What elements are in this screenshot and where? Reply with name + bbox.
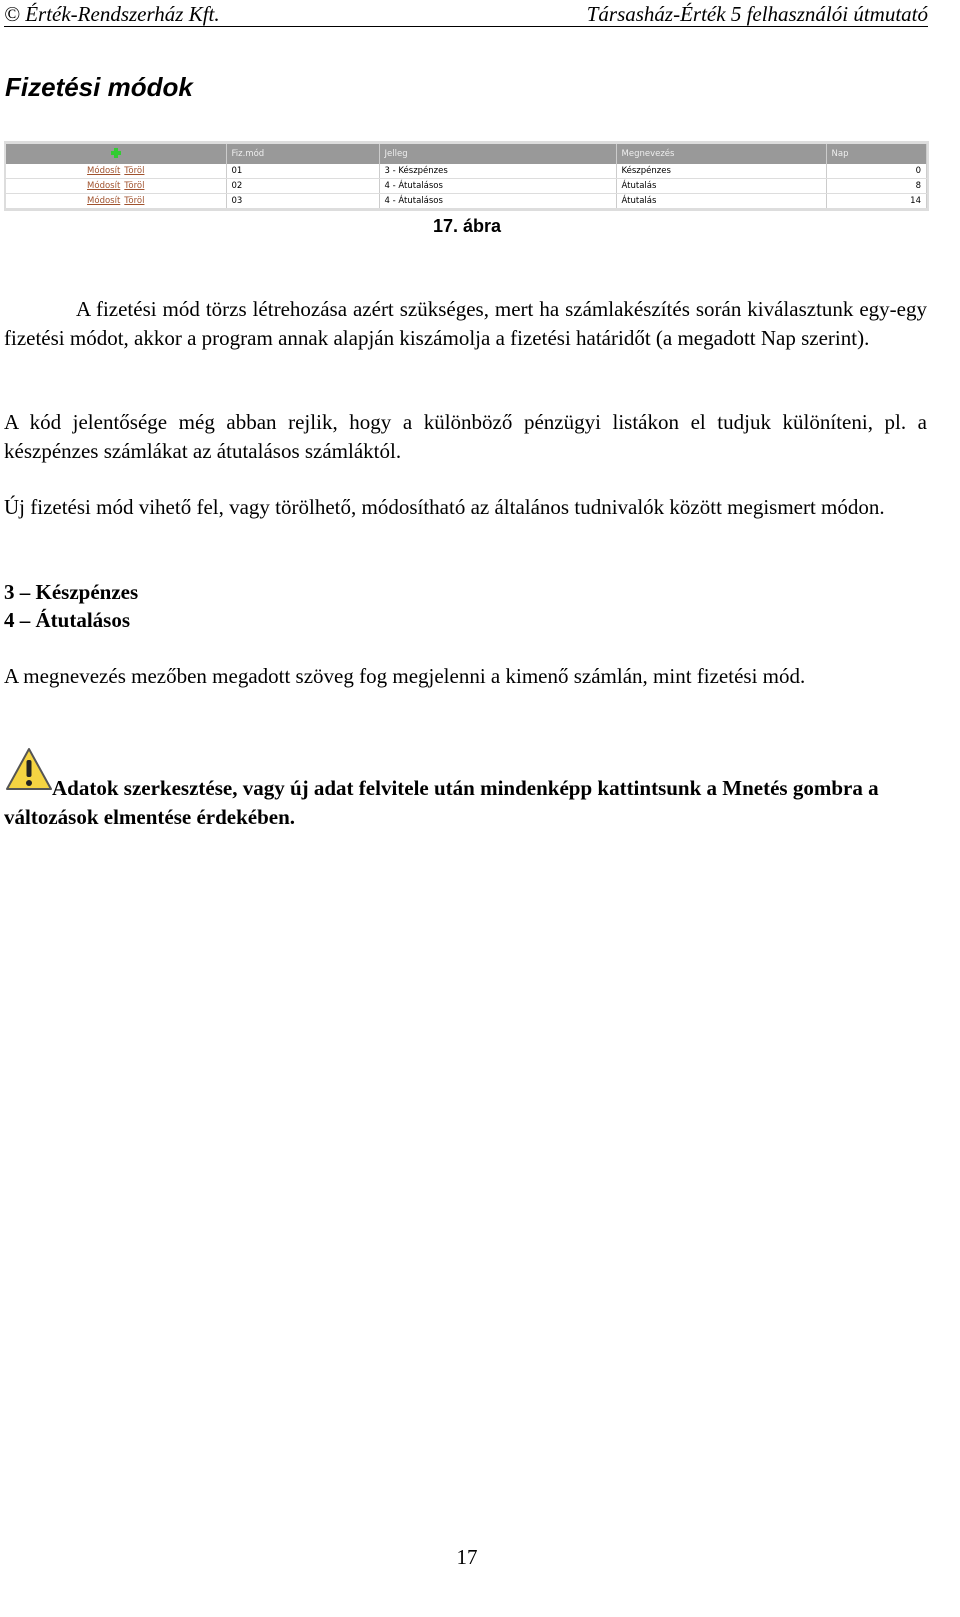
table-header <box>6 144 927 164</box>
days-cell: 0 <box>826 164 927 179</box>
column-header: Fiz.mód <box>226 144 379 164</box>
days-cell: 8 <box>826 179 927 194</box>
edit-link[interactable]: Módosít <box>87 196 121 206</box>
code-cell: 02 <box>226 179 379 194</box>
type-cell: 4 - Átutalásos <box>379 179 616 194</box>
section-title: Fizetési módok <box>5 72 193 102</box>
name-cell: Átutalás <box>616 179 826 194</box>
header-right: Társasház-Érték 5 felhasználói útmutató <box>586 2 928 26</box>
name-cell: Átutalás <box>616 194 826 209</box>
column-header: Jelleg <box>379 144 616 164</box>
table-row <box>6 164 927 179</box>
column-header: Nap <box>826 144 927 164</box>
paragraph: A kód jelentősége még abban rejlik, hogy a különböző pénzügyi listákon el tudjuk különíteni, pl. a készpénzes számlákat az átutalásos számláktól. <box>4 410 927 463</box>
delete-link[interactable]: Töröl <box>124 196 145 206</box>
days-cell: 14 <box>826 194 927 209</box>
type-cell: 3 - Készpénzes <box>379 164 616 179</box>
paragraph: A megnevezés mezőben megadott szöveg fog megjelenni a kimenő számlán, mint fizetési mód. <box>4 664 806 688</box>
paragraph: A fizetési mód törzs létrehozása azért szükséges, mert ha számlakészítés során kiválasztunk egy-egy fizetési módot, akkor a program annak alapján kiszámolja a fizetési határidőt (a megadott Nap szerint). <box>4 297 927 350</box>
warning-text: Adatok szerkesztése, vagy új adat felvitele után mindenképp kattintsunk a Mnetés gombra a változások elmentése érdekében. <box>4 776 879 829</box>
code-cell: 01 <box>226 164 379 179</box>
code-cell: 03 <box>226 194 379 209</box>
type-item: 4 – Átutalásos <box>4 608 131 632</box>
page-header <box>4 2 928 27</box>
header-left: © Érték-Rendszerház Kft. <box>4 2 220 26</box>
type-cell: 4 - Átutalásos <box>379 194 616 209</box>
plus-icon[interactable] <box>111 148 121 158</box>
type-item: 3 – Készpénzes <box>4 580 139 604</box>
page-number: 17 <box>456 1545 478 1569</box>
edit-link[interactable]: Módosít <box>87 181 121 191</box>
payment-methods-table <box>4 141 929 211</box>
column-header: Megnevezés <box>616 144 826 164</box>
paragraph: Új fizetési mód vihető fel, vagy törölhető, módosítható az általános tudnivalók között megismert módon. <box>4 495 885 519</box>
table-row <box>6 194 927 209</box>
delete-link[interactable]: Töröl <box>124 166 145 176</box>
table-row <box>6 179 927 194</box>
delete-link[interactable]: Töröl <box>124 181 145 191</box>
figure-caption: 17. ábra <box>432 216 502 236</box>
edit-link[interactable]: Módosít <box>87 166 121 176</box>
name-cell: Készpénzes <box>616 164 826 179</box>
